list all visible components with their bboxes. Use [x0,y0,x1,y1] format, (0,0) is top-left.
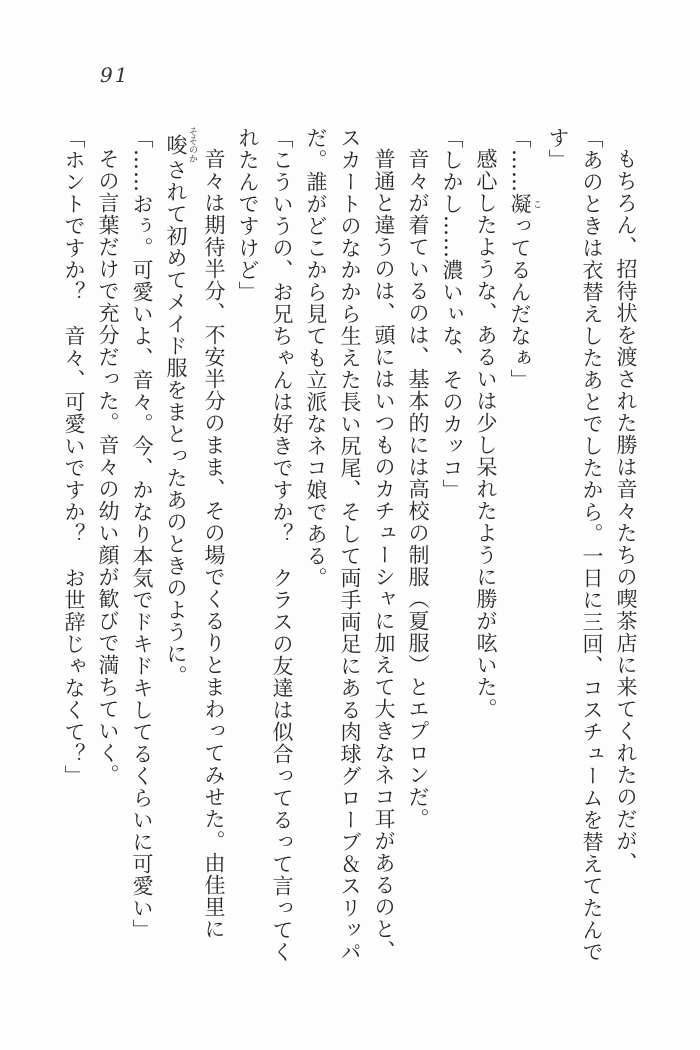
ruby-annotated-character: 唆 そそのか [164,127,197,163]
vertical-text-area [57,127,643,979]
text-column-15: 「……おぅ。可愛いよ、音々。今、かなり本気でドキドキしてるくらいに可愛い」 [130,127,154,941]
text-column-1: もちろん、招待状を渡された勝は音々たちの喫茶店に来てくれたのだが、 [614,148,638,874]
text-column-10: だ。誰がどこから見ても立派なネコ娘である。 [304,127,328,589]
text-column-16: その言葉だけで充分だった。音々の幼い顔が歓びで満ちていく。 [96,148,120,786]
text-column-12: れたんですけど」 [236,127,260,303]
text-column-7: 音々が着ているのは、基本的には高校の制服（夏服）とエプロンだ。 [406,148,430,830]
text-column-9: スカートのなかから生えた長い尻尾、そして両手両足にある肉球グローブ＆スリッパ [338,127,362,963]
ruby-annotated-character: 凝 こ [508,193,541,215]
text-column-17: 「ホントですか？ 音々、可愛いですか？ お世辞じゃなくて？」 [62,127,86,787]
text-column-5: 感心したような、あるいは少し呆れたように勝が呟いた。 [474,148,498,720]
text-column-8: 普通と違うのは、頭にはいつものカチューシャに加えて大きなネコ耳があるのと、 [372,148,396,962]
text-column-6: 「しかし……濃いぃな、そのカッコ」 [440,127,464,501]
text-column-4: 「……凝 こってるんだなぁ」 [508,127,541,391]
text-column-13: 音々は期待半分、不安半分のまま、その場でくるりとまわってみせた。由佳里に [202,148,226,940]
text-column-3: す」 [546,127,570,171]
page-number: 91 [100,63,130,87]
text-column-14: 唆 そそのかされて初めてメイド服をまとったあのときのように。 [164,127,197,687]
text-column-11: 「こういうの、お兄ちゃんは好きですか？ クラスの友達は似合ってるって言ってく [270,127,294,963]
text-column-2: 「あのときは衣替えしたあとでしたから。一日に三回、コスチュームを替えてたんで [580,127,604,963]
